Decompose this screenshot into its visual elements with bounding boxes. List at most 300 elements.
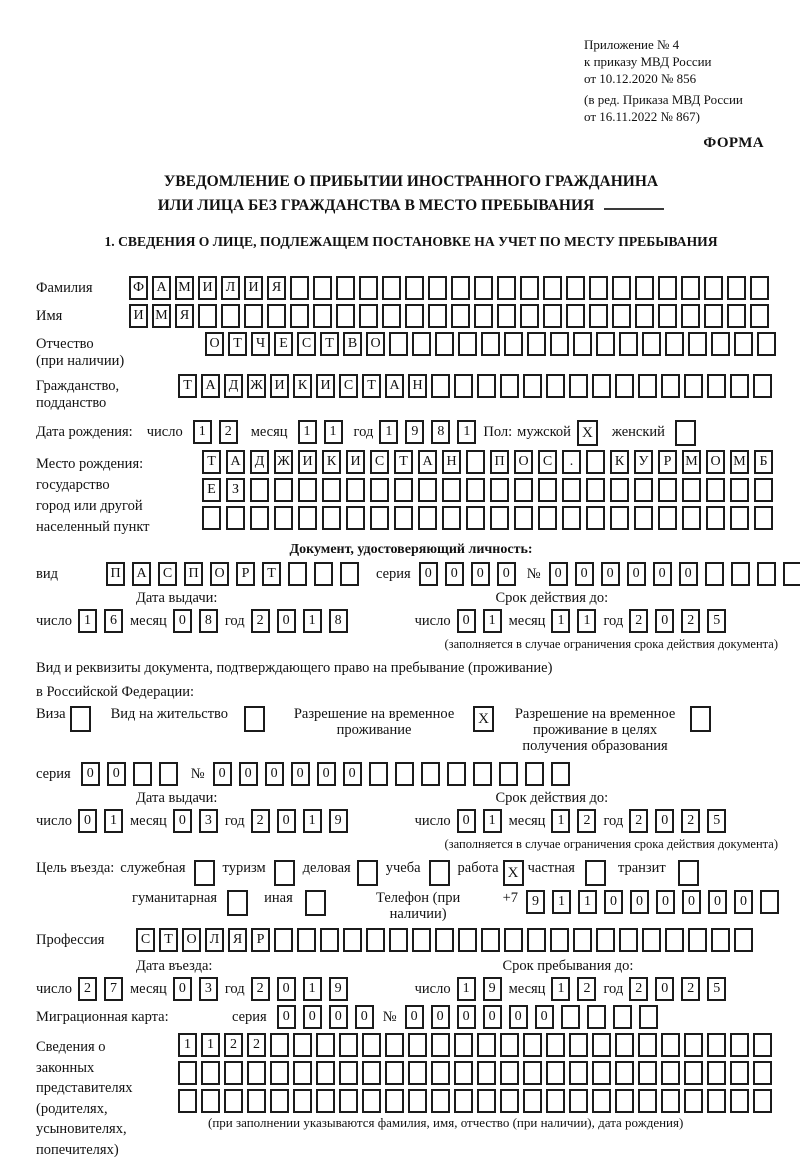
- char-cell[interactable]: [466, 506, 485, 530]
- char-cell[interactable]: [290, 304, 309, 328]
- char-cell[interactable]: [711, 928, 730, 952]
- char-cell[interactable]: Т: [320, 332, 339, 356]
- char-cell[interactable]: [523, 374, 542, 398]
- char-cell[interactable]: [569, 1033, 588, 1057]
- char-cell[interactable]: [362, 1061, 381, 1085]
- char-cell[interactable]: А: [201, 374, 220, 398]
- char-cell[interactable]: И: [316, 374, 335, 398]
- char-cell[interactable]: [592, 1033, 611, 1057]
- char-cell[interactable]: 1: [298, 420, 317, 444]
- char-cell[interactable]: [290, 276, 309, 300]
- char-cell[interactable]: [224, 1061, 243, 1085]
- residence-valid-month-cells[interactable]: [551, 809, 603, 833]
- char-cell[interactable]: [451, 304, 470, 328]
- char-cell[interactable]: [313, 304, 332, 328]
- char-cell[interactable]: [753, 1089, 772, 1113]
- char-cell[interactable]: [596, 332, 615, 356]
- char-cell[interactable]: А: [418, 450, 437, 474]
- char-cell[interactable]: 0: [173, 809, 192, 833]
- char-cell[interactable]: 5: [707, 609, 726, 633]
- purpose-commercial-checkbox[interactable]: [357, 860, 378, 886]
- phone-cells[interactable]: [526, 890, 786, 914]
- temp-residence-checkbox[interactable]: X: [473, 706, 494, 732]
- char-cell[interactable]: 0: [405, 1005, 424, 1029]
- char-cell[interactable]: [474, 304, 493, 328]
- char-cell[interactable]: [638, 1061, 657, 1085]
- char-cell[interactable]: 0: [655, 977, 674, 1001]
- char-cell[interactable]: 0: [656, 890, 675, 914]
- char-cell[interactable]: Е: [274, 332, 293, 356]
- char-cell[interactable]: С: [136, 928, 155, 952]
- char-cell[interactable]: [734, 928, 753, 952]
- char-cell[interactable]: [504, 332, 523, 356]
- char-cell[interactable]: [473, 762, 492, 786]
- char-cell[interactable]: 1: [552, 890, 571, 914]
- char-cell[interactable]: И: [198, 276, 217, 300]
- char-cell[interactable]: [520, 304, 539, 328]
- char-cell[interactable]: М: [682, 450, 701, 474]
- char-cell[interactable]: [753, 1033, 772, 1057]
- char-cell[interactable]: 0: [483, 1005, 502, 1029]
- char-cell[interactable]: [615, 1061, 634, 1085]
- char-cell[interactable]: 0: [509, 1005, 528, 1029]
- char-cell[interactable]: [244, 304, 263, 328]
- char-cell[interactable]: [477, 1033, 496, 1057]
- residence-valid-year-cells[interactable]: [629, 809, 733, 833]
- char-cell[interactable]: 2: [577, 977, 596, 1001]
- char-cell[interactable]: [730, 506, 749, 530]
- char-cell[interactable]: 0: [653, 562, 672, 586]
- char-cell[interactable]: [497, 276, 516, 300]
- residence-number-cells[interactable]: [213, 762, 577, 786]
- char-cell[interactable]: [661, 1061, 680, 1085]
- char-cell[interactable]: П: [184, 562, 203, 586]
- char-cell[interactable]: 2: [251, 809, 270, 833]
- birth-place-cells-row2[interactable]: [202, 478, 778, 502]
- char-cell[interactable]: П: [490, 450, 509, 474]
- char-cell[interactable]: [293, 1061, 312, 1085]
- char-cell[interactable]: А: [226, 450, 245, 474]
- char-cell[interactable]: [359, 276, 378, 300]
- char-cell[interactable]: [573, 928, 592, 952]
- char-cell[interactable]: [757, 332, 776, 356]
- char-cell[interactable]: [408, 1089, 427, 1113]
- char-cell[interactable]: А: [152, 276, 171, 300]
- char-cell[interactable]: [707, 1061, 726, 1085]
- char-cell[interactable]: Т: [178, 374, 197, 398]
- char-cell[interactable]: [389, 928, 408, 952]
- doc-series-cells[interactable]: [419, 562, 523, 586]
- char-cell[interactable]: 1: [483, 609, 502, 633]
- char-cell[interactable]: 0: [535, 1005, 554, 1029]
- char-cell[interactable]: [706, 478, 725, 502]
- char-cell[interactable]: [704, 276, 723, 300]
- char-cell[interactable]: [635, 276, 654, 300]
- char-cell[interactable]: 0: [107, 762, 126, 786]
- char-cell[interactable]: [481, 928, 500, 952]
- char-cell[interactable]: 0: [471, 562, 490, 586]
- char-cell[interactable]: [178, 1089, 197, 1113]
- char-cell[interactable]: Н: [442, 450, 461, 474]
- char-cell[interactable]: [293, 1033, 312, 1057]
- char-cell[interactable]: [497, 304, 516, 328]
- char-cell[interactable]: 0: [239, 762, 258, 786]
- char-cell[interactable]: 0: [682, 890, 701, 914]
- char-cell[interactable]: [431, 374, 450, 398]
- char-cell[interactable]: [619, 928, 638, 952]
- doc-issue-day-cells[interactable]: [78, 609, 130, 633]
- char-cell[interactable]: М: [175, 276, 194, 300]
- sex-male-checkbox[interactable]: X: [577, 420, 598, 446]
- char-cell[interactable]: [727, 276, 746, 300]
- char-cell[interactable]: [298, 478, 317, 502]
- char-cell[interactable]: [730, 1089, 749, 1113]
- char-cell[interactable]: 1: [178, 1033, 197, 1057]
- temp-residence-education-checkbox[interactable]: [690, 706, 711, 732]
- stay-year-cells[interactable]: [629, 977, 733, 1001]
- char-cell[interactable]: 2: [219, 420, 238, 444]
- purpose-tourism-checkbox[interactable]: [274, 860, 295, 886]
- char-cell[interactable]: [610, 506, 629, 530]
- char-cell[interactable]: [408, 1061, 427, 1085]
- char-cell[interactable]: [569, 1089, 588, 1113]
- char-cell[interactable]: [520, 276, 539, 300]
- char-cell[interactable]: 0: [329, 1005, 348, 1029]
- char-cell[interactable]: 2: [251, 609, 270, 633]
- char-cell[interactable]: [514, 478, 533, 502]
- char-cell[interactable]: [389, 332, 408, 356]
- char-cell[interactable]: [523, 1033, 542, 1057]
- char-cell[interactable]: [382, 304, 401, 328]
- char-cell[interactable]: [538, 478, 557, 502]
- char-cell[interactable]: [707, 374, 726, 398]
- char-cell[interactable]: 1: [104, 809, 123, 833]
- char-cell[interactable]: О: [706, 450, 725, 474]
- char-cell[interactable]: 8: [199, 609, 218, 633]
- char-cell[interactable]: [343, 928, 362, 952]
- char-cell[interactable]: О: [205, 332, 224, 356]
- char-cell[interactable]: [316, 1089, 335, 1113]
- char-cell[interactable]: [658, 506, 677, 530]
- char-cell[interactable]: [586, 450, 605, 474]
- char-cell[interactable]: А: [385, 374, 404, 398]
- char-cell[interactable]: [615, 374, 634, 398]
- char-cell[interactable]: 9: [329, 809, 348, 833]
- char-cell[interactable]: [288, 562, 307, 586]
- char-cell[interactable]: [546, 374, 565, 398]
- char-cell[interactable]: [369, 762, 388, 786]
- char-cell[interactable]: [201, 1061, 220, 1085]
- stay-day-cells[interactable]: [457, 977, 509, 1001]
- purpose-humanitarian-checkbox[interactable]: [227, 890, 248, 916]
- char-cell[interactable]: [293, 1089, 312, 1113]
- char-cell[interactable]: [682, 478, 701, 502]
- char-cell[interactable]: [405, 304, 424, 328]
- char-cell[interactable]: [322, 478, 341, 502]
- char-cell[interactable]: [661, 1089, 680, 1113]
- char-cell[interactable]: 8: [329, 609, 348, 633]
- char-cell[interactable]: 0: [419, 562, 438, 586]
- char-cell[interactable]: 0: [575, 562, 594, 586]
- char-cell[interactable]: [247, 1061, 266, 1085]
- char-cell[interactable]: [561, 1005, 580, 1029]
- char-cell[interactable]: 0: [317, 762, 336, 786]
- residence-issue-month-cells[interactable]: [173, 809, 225, 833]
- char-cell[interactable]: [682, 506, 701, 530]
- char-cell[interactable]: [546, 1061, 565, 1085]
- char-cell[interactable]: [490, 478, 509, 502]
- char-cell[interactable]: [466, 478, 485, 502]
- char-cell[interactable]: [412, 332, 431, 356]
- char-cell[interactable]: [711, 332, 730, 356]
- residence-series-cells[interactable]: [81, 762, 185, 786]
- citizenship-cells[interactable]: [178, 374, 776, 398]
- char-cell[interactable]: [731, 562, 750, 586]
- char-cell[interactable]: 1: [193, 420, 212, 444]
- char-cell[interactable]: [619, 332, 638, 356]
- char-cell[interactable]: [783, 562, 800, 586]
- char-cell[interactable]: 5: [707, 977, 726, 1001]
- char-cell[interactable]: 9: [526, 890, 545, 914]
- char-cell[interactable]: [527, 928, 546, 952]
- char-cell[interactable]: 0: [601, 562, 620, 586]
- char-cell[interactable]: [642, 332, 661, 356]
- char-cell[interactable]: [665, 332, 684, 356]
- char-cell[interactable]: Т: [159, 928, 178, 952]
- char-cell[interactable]: 1: [324, 420, 343, 444]
- char-cell[interactable]: [298, 506, 317, 530]
- char-cell[interactable]: .: [562, 450, 581, 474]
- char-cell[interactable]: [362, 1033, 381, 1057]
- char-cell[interactable]: 3: [199, 977, 218, 1001]
- char-cell[interactable]: 9: [405, 420, 424, 444]
- char-cell[interactable]: [500, 1089, 519, 1113]
- char-cell[interactable]: Л: [205, 928, 224, 952]
- char-cell[interactable]: [750, 276, 769, 300]
- char-cell[interactable]: [133, 762, 152, 786]
- char-cell[interactable]: У: [634, 450, 653, 474]
- char-cell[interactable]: [477, 1089, 496, 1113]
- char-cell[interactable]: [178, 1061, 197, 1085]
- char-cell[interactable]: [638, 374, 657, 398]
- char-cell[interactable]: [466, 450, 485, 474]
- char-cell[interactable]: [681, 304, 700, 328]
- char-cell[interactable]: Р: [236, 562, 255, 586]
- migration-number-cells[interactable]: [405, 1005, 665, 1029]
- char-cell[interactable]: [418, 478, 437, 502]
- char-cell[interactable]: 0: [604, 890, 623, 914]
- char-cell[interactable]: [435, 332, 454, 356]
- char-cell[interactable]: [395, 762, 414, 786]
- char-cell[interactable]: 1: [201, 1033, 220, 1057]
- char-cell[interactable]: [451, 276, 470, 300]
- char-cell[interactable]: [688, 332, 707, 356]
- entry-day-cells[interactable]: [78, 977, 130, 1001]
- char-cell[interactable]: 1: [483, 809, 502, 833]
- char-cell[interactable]: [562, 506, 581, 530]
- char-cell[interactable]: [730, 374, 749, 398]
- char-cell[interactable]: Р: [251, 928, 270, 952]
- purpose-transit-checkbox[interactable]: [678, 860, 699, 886]
- char-cell[interactable]: [500, 374, 519, 398]
- char-cell[interactable]: [514, 506, 533, 530]
- char-cell[interactable]: Т: [262, 562, 281, 586]
- char-cell[interactable]: [681, 276, 700, 300]
- char-cell[interactable]: Ж: [274, 450, 293, 474]
- visa-checkbox[interactable]: [70, 706, 91, 732]
- char-cell[interactable]: [707, 1033, 726, 1057]
- char-cell[interactable]: [250, 506, 269, 530]
- char-cell[interactable]: 0: [213, 762, 232, 786]
- char-cell[interactable]: Ф: [129, 276, 148, 300]
- residence-issue-year-cells[interactable]: [251, 809, 355, 833]
- char-cell[interactable]: 2: [224, 1033, 243, 1057]
- char-cell[interactable]: [610, 478, 629, 502]
- doc-kind-cells[interactable]: [106, 562, 366, 586]
- representatives-cells-row1[interactable]: [178, 1033, 776, 1057]
- char-cell[interactable]: 2: [629, 809, 648, 833]
- char-cell[interactable]: П: [106, 562, 125, 586]
- char-cell[interactable]: [316, 1061, 335, 1085]
- given-name-cells[interactable]: [129, 304, 773, 328]
- char-cell[interactable]: С: [538, 450, 557, 474]
- char-cell[interactable]: [562, 478, 581, 502]
- birth-year-cells[interactable]: [379, 420, 483, 444]
- char-cell[interactable]: [592, 1089, 611, 1113]
- char-cell[interactable]: 0: [630, 890, 649, 914]
- char-cell[interactable]: К: [293, 374, 312, 398]
- char-cell[interactable]: [499, 762, 518, 786]
- char-cell[interactable]: [221, 304, 240, 328]
- char-cell[interactable]: [589, 276, 608, 300]
- char-cell[interactable]: [382, 276, 401, 300]
- char-cell[interactable]: [274, 478, 293, 502]
- char-cell[interactable]: И: [129, 304, 148, 328]
- char-cell[interactable]: [658, 304, 677, 328]
- char-cell[interactable]: [313, 276, 332, 300]
- char-cell[interactable]: [615, 1033, 634, 1057]
- char-cell[interactable]: [394, 506, 413, 530]
- char-cell[interactable]: [727, 304, 746, 328]
- char-cell[interactable]: [684, 1061, 703, 1085]
- char-cell[interactable]: [638, 1089, 657, 1113]
- char-cell[interactable]: [359, 304, 378, 328]
- char-cell[interactable]: [428, 276, 447, 300]
- char-cell[interactable]: 0: [457, 609, 476, 633]
- char-cell[interactable]: [543, 304, 562, 328]
- char-cell[interactable]: 0: [81, 762, 100, 786]
- char-cell[interactable]: [661, 1033, 680, 1057]
- char-cell[interactable]: 0: [291, 762, 310, 786]
- char-cell[interactable]: [250, 478, 269, 502]
- char-cell[interactable]: [634, 506, 653, 530]
- char-cell[interactable]: [525, 762, 544, 786]
- char-cell[interactable]: [658, 478, 677, 502]
- char-cell[interactable]: [346, 506, 365, 530]
- char-cell[interactable]: 2: [247, 1033, 266, 1057]
- char-cell[interactable]: [754, 506, 773, 530]
- char-cell[interactable]: [569, 1061, 588, 1085]
- char-cell[interactable]: [684, 374, 703, 398]
- char-cell[interactable]: 9: [329, 977, 348, 1001]
- char-cell[interactable]: И: [244, 276, 263, 300]
- char-cell[interactable]: 2: [577, 809, 596, 833]
- char-cell[interactable]: 0: [277, 977, 296, 1001]
- char-cell[interactable]: [500, 1033, 519, 1057]
- char-cell[interactable]: 1: [551, 809, 570, 833]
- char-cell[interactable]: 0: [457, 809, 476, 833]
- char-cell[interactable]: 0: [343, 762, 362, 786]
- char-cell[interactable]: [431, 1061, 450, 1085]
- char-cell[interactable]: Ж: [247, 374, 266, 398]
- residence-valid-day-cells[interactable]: [457, 809, 509, 833]
- char-cell[interactable]: [500, 1061, 519, 1085]
- char-cell[interactable]: Д: [224, 374, 243, 398]
- sex-female-checkbox[interactable]: [675, 420, 696, 446]
- char-cell[interactable]: 0: [173, 609, 192, 633]
- char-cell[interactable]: [634, 478, 653, 502]
- char-cell[interactable]: [442, 506, 461, 530]
- char-cell[interactable]: [385, 1033, 404, 1057]
- char-cell[interactable]: [589, 304, 608, 328]
- char-cell[interactable]: 1: [457, 420, 476, 444]
- char-cell[interactable]: [504, 928, 523, 952]
- char-cell[interactable]: [573, 332, 592, 356]
- char-cell[interactable]: [431, 1089, 450, 1113]
- char-cell[interactable]: [707, 1089, 726, 1113]
- char-cell[interactable]: 0: [627, 562, 646, 586]
- char-cell[interactable]: [370, 478, 389, 502]
- char-cell[interactable]: [684, 1033, 703, 1057]
- char-cell[interactable]: В: [343, 332, 362, 356]
- char-cell[interactable]: 0: [457, 1005, 476, 1029]
- char-cell[interactable]: [405, 276, 424, 300]
- char-cell[interactable]: [730, 1033, 749, 1057]
- char-cell[interactable]: [684, 1089, 703, 1113]
- char-cell[interactable]: Я: [228, 928, 247, 952]
- char-cell[interactable]: 2: [629, 977, 648, 1001]
- char-cell[interactable]: [592, 1061, 611, 1085]
- char-cell[interactable]: [642, 928, 661, 952]
- char-cell[interactable]: Н: [408, 374, 427, 398]
- char-cell[interactable]: [412, 928, 431, 952]
- char-cell[interactable]: 1: [303, 609, 322, 633]
- char-cell[interactable]: Д: [250, 450, 269, 474]
- char-cell[interactable]: [705, 562, 724, 586]
- doc-issue-year-cells[interactable]: [251, 609, 355, 633]
- char-cell[interactable]: 0: [431, 1005, 450, 1029]
- char-cell[interactable]: [346, 478, 365, 502]
- char-cell[interactable]: 2: [78, 977, 97, 1001]
- char-cell[interactable]: [750, 304, 769, 328]
- char-cell[interactable]: [734, 332, 753, 356]
- char-cell[interactable]: [428, 304, 447, 328]
- char-cell[interactable]: [612, 276, 631, 300]
- char-cell[interactable]: [730, 1061, 749, 1085]
- char-cell[interactable]: [339, 1061, 358, 1085]
- surname-cells[interactable]: [129, 276, 773, 300]
- char-cell[interactable]: 0: [497, 562, 516, 586]
- char-cell[interactable]: 2: [681, 809, 700, 833]
- char-cell[interactable]: [370, 506, 389, 530]
- char-cell[interactable]: И: [346, 450, 365, 474]
- char-cell[interactable]: 0: [355, 1005, 374, 1029]
- char-cell[interactable]: 0: [277, 609, 296, 633]
- char-cell[interactable]: [543, 276, 562, 300]
- purpose-other-checkbox[interactable]: [305, 890, 326, 916]
- char-cell[interactable]: [760, 890, 779, 914]
- char-cell[interactable]: [527, 332, 546, 356]
